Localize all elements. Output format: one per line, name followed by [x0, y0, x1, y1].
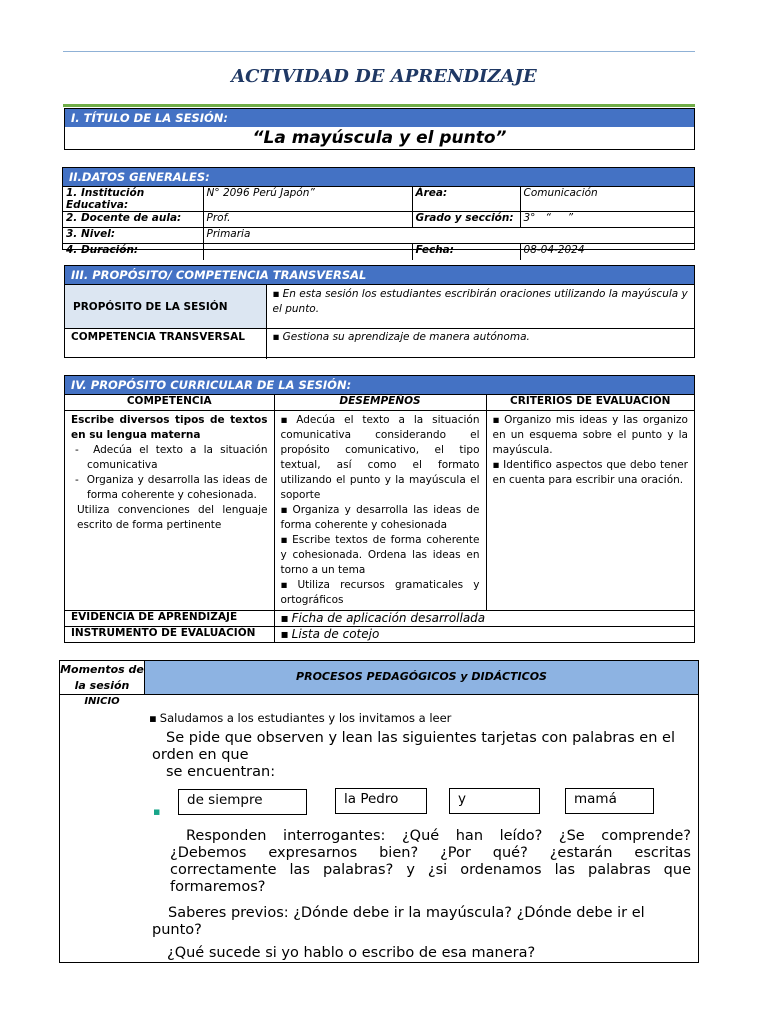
section-title-box — [64, 108, 695, 150]
area-value: Comunicación — [520, 187, 694, 212]
general-data-table — [63, 186, 694, 260]
general-data-box — [62, 167, 695, 256]
competencia-title: Escribe diversos tipos de textos en su lengua materna — [71, 414, 268, 441]
section-2-header: II.DATOS GENERALES: — [63, 168, 694, 186]
evidence-label: EVIDENCIA DE APRENDIZAJE — [65, 611, 274, 627]
table-row — [63, 244, 694, 260]
competencia-extra: Utiliza convenciones del lenguaje escrito de forma pertinente — [77, 504, 268, 531]
word-card: mamá — [565, 788, 654, 814]
institution-label: 1. Institución Educativa: — [63, 187, 203, 212]
list-item: ▪ Adecúa el texto a la situación comunicativa considerando el propósito comunicativo, el tipo textual, así como el formato utilizando el punto y la mayúscula el soporte — [281, 413, 480, 503]
competencia-item: Adecúa el texto a la situación comunicativa — [87, 444, 268, 471]
questions-text: Responden interrogantes: ¿Qué han leído? ¿Se comprende? ¿Debemos expresarnos bien? ¿Por qué? ¿estarán escritas correctamente las palabras? y ¿si ordenamos las palabras que formaremos? — [170, 828, 691, 895]
competence-label: COMPETENCIA TRANSVERSAL — [65, 329, 266, 359]
date-label: Fecha: — [412, 244, 520, 260]
curricular-table — [65, 394, 694, 643]
session-title: “La mayúscula y el punto” — [252, 128, 507, 148]
table-row — [65, 611, 694, 627]
list-item: ▪ Organiza y desarrolla las ideas de forma coherente y cohesionada — [281, 503, 480, 533]
competence-text: ▪ Gestiona su aprendizaje de manera autónoma. — [266, 329, 694, 359]
col-competencia: COMPETENCIA — [65, 395, 274, 411]
table-row — [65, 285, 694, 329]
grade-value: 3° “ ” — [520, 212, 694, 228]
level-value: Primaria — [203, 228, 694, 244]
last-question-text: ¿Qué sucede si yo hablo o escribo de esa manera? — [167, 945, 536, 961]
grade-label: Grado y sección: — [412, 212, 520, 228]
instruction-line-2: se encuentran: — [166, 764, 276, 780]
header-divider — [60, 694, 698, 695]
greeting-text: ▪ Saludamos a los estudiantes y los invitamos a leer — [149, 711, 451, 725]
section-1-header: I. TÍTULO DE LA SESIÓN: — [65, 109, 694, 127]
list-item: ▪ Escribe textos de forma coherente y cohesionada. Ordena las ideas en torno a un tema — [281, 533, 480, 578]
table-row — [65, 411, 694, 611]
duration-label: 4. Duración: — [63, 244, 203, 260]
word-card: y — [449, 788, 540, 814]
level-label: 3. Nivel: — [63, 228, 203, 244]
evidence-value: ▪ Ficha de aplicación desarrollada — [274, 611, 694, 627]
purpose-table — [65, 284, 694, 359]
desempenos-cell — [274, 411, 486, 611]
moments-label: Momentos de la sesión — [60, 663, 144, 692]
inicio-label: INICIO — [84, 696, 120, 707]
prior-knowledge-text: Saberes previos: ¿Dónde debe ir la mayúscula? ¿Dónde debe ir el punto? — [152, 905, 645, 938]
green-divider — [63, 104, 695, 107]
institution-value: N° 2096 Perú Japón” — [203, 187, 412, 212]
table-row — [65, 627, 694, 643]
section-4-header: IV. PROPÓSITO CURRICULAR DE LA SESIÓN: — [65, 376, 694, 394]
list-item: ▪ Utiliza recursos gramaticales y ortográficos — [281, 578, 480, 608]
table-row — [63, 187, 694, 212]
curricular-box — [64, 375, 695, 643]
purpose-box — [64, 265, 695, 358]
card-bullet: ▪ — [153, 805, 161, 818]
table-row — [65, 329, 694, 359]
word-card: la Pedro — [335, 788, 427, 814]
processes-label: PROCESOS PEDAGÓGICOS y DIDÁCTICOS — [296, 670, 547, 683]
section-3-header: III. PROPÓSITO/ COMPETENCIA TRANSVERSAL — [65, 266, 694, 284]
instrument-label: INSTRUMENTO DE EVALUACIÓN — [65, 627, 274, 643]
duration-value — [203, 244, 412, 260]
table-row — [63, 228, 694, 244]
instruction-line-1: Se pide que observen y lean las siguientes tarjetas con palabras en el orden en que — [152, 730, 675, 763]
competencia-item: Organiza y desarrolla las ideas de forma coherente y cohesionada. — [86, 474, 268, 501]
instruction-text — [152, 730, 692, 781]
table-row — [65, 395, 694, 411]
list-item: - Organiza y desarrolla las ideas de forma coherente y cohesionada. — [75, 474, 268, 501]
page-title: ACTIVIDAD DE APRENDIZAJE — [231, 66, 537, 87]
col-desempenos: DESEMPEÑOS — [274, 395, 486, 411]
list-item: ▪ Organizo mis ideas y las organizo en un esquema sobre el punto y la mayúscula. — [493, 413, 689, 458]
instrument-value: ▪ Lista de cotejo — [274, 627, 694, 643]
table-row — [63, 212, 694, 228]
purpose-text: ▪ En esta sesión los estudiantes escribirán oraciones utilizando la mayúscula y el punto. — [266, 285, 694, 329]
top-divider — [63, 51, 695, 52]
processes-box — [59, 660, 699, 963]
purpose-label: PROPÓSITO DE LA SESIÓN — [65, 285, 266, 329]
date-value: 08-04-2024 — [520, 244, 694, 260]
word-card: de siempre — [178, 789, 307, 815]
criterios-cell — [486, 411, 694, 611]
competencia-cell — [65, 411, 274, 611]
teacher-label: 2. Docente de aula: — [63, 212, 203, 228]
col-criterios: CRITERIOS DE EVALUACIÓN — [486, 395, 694, 411]
list-item: - Adecúa el texto a la situación comunicativa — [75, 444, 268, 471]
area-label: Área: — [412, 187, 520, 212]
teacher-value: Prof. — [203, 212, 412, 228]
list-item: ▪ Identifico aspectos que debo tener en cuenta para escribir una oración. — [493, 458, 689, 488]
